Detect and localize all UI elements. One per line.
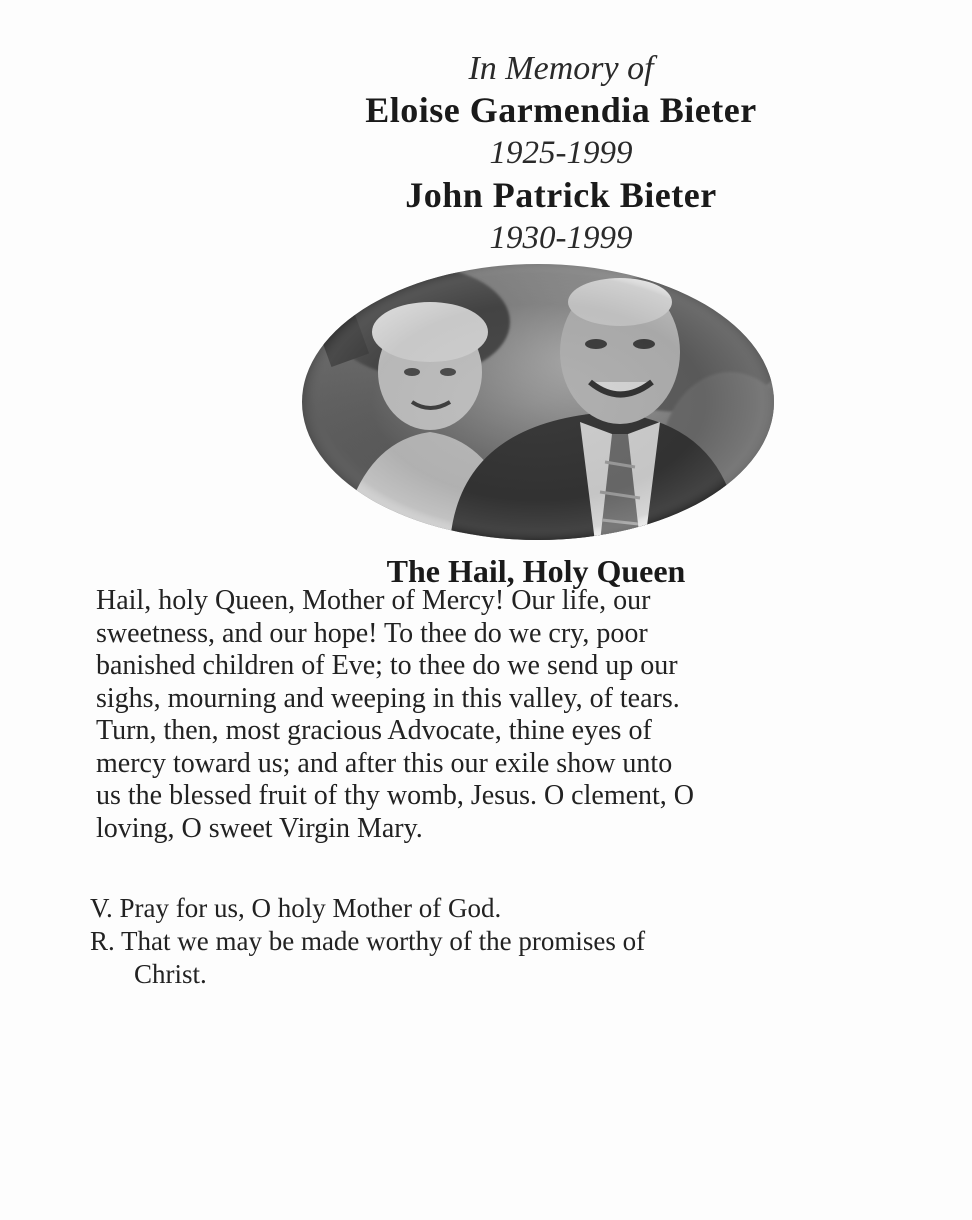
person2-years: 1930-1999 <box>489 219 633 256</box>
versicle-response <box>90 892 940 991</box>
versicle-line: V. Pray for us, O holy Mother of God. <box>90 893 502 923</box>
prayer-line: sighs, mourning and weeping in this valley, of tears. <box>96 682 680 714</box>
prayer-line: Hail, holy Queen, Mother of Mercy! Our life, our <box>96 585 651 616</box>
response-line: R. That we may be made worthy of the promises of <box>90 926 646 956</box>
photo-content <box>300 262 776 542</box>
couple-photo <box>300 262 776 542</box>
memorial-header <box>0 48 972 258</box>
person1-name: Eloise Garmendia Bieter <box>365 90 757 131</box>
prayer-body <box>96 585 936 845</box>
prayer-title: The Hail, Holy Queen <box>386 553 686 589</box>
prayer-line: Turn, then, most gracious Advocate, thine eyes of <box>96 715 652 746</box>
response-line-continued: Christ. <box>134 959 207 989</box>
prayer-line: us the blessed fruit of thy womb, Jesus. O clement, O <box>96 780 695 811</box>
prayer-line: mercy toward us; and after this our exile show unto <box>96 747 673 779</box>
person1-years: 1925-1999 <box>489 135 633 172</box>
prayer-line: banished children of Eve; to thee do we send up our <box>96 650 678 681</box>
prayer-line: loving, O sweet Virgin Mary. <box>96 812 423 844</box>
person2-name: John Patrick Bieter <box>405 174 717 215</box>
prayer-line: sweetness, and our hope! To thee do we cry, poor <box>96 617 648 649</box>
in-memory-of-label: In Memory of <box>468 50 654 87</box>
